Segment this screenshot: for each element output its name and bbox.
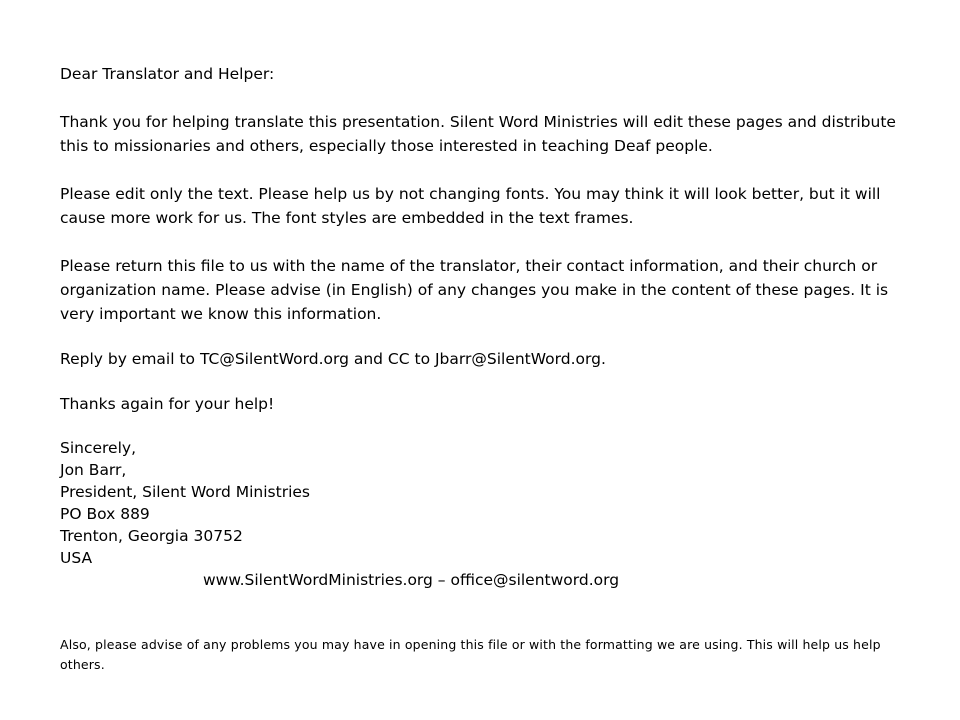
paragraph-return-file: Please return this file to us with the name of the translator, their contact information, and their church or organization name. Please advise (in English) of any changes you make in the content of these pages. It is very important we know this information.	[60, 257, 889, 323]
signature-block	[60, 436, 910, 592]
address-country: USA	[60, 549, 93, 567]
paragraph-edit-only-text: Please edit only the text. Please help us by not changing fonts. You may think it will look better, but it will cause more work for us. The font styles are embedded in the text frames.	[60, 185, 881, 227]
address-po-box: PO Box 889	[60, 505, 150, 523]
address-city-state-zip: Trenton, Georgia 30752	[60, 527, 243, 545]
website-and-email-links: www.SilentWordMinistries.org – office@silentword.org	[203, 571, 620, 589]
paragraph-thanks-for-translating: Thank you for helping translate this presentation. Silent Word Ministries will edit these pages and distribute this to missionaries and others, especially those interested in teaching Deaf people.	[60, 113, 896, 155]
letter-body	[60, 62, 910, 592]
footnote: Also, please advise of any problems you may have in opening this file or with the formatting we are using. This will help us help others.	[60, 636, 881, 672]
signature-title: President, Silent Word Ministries	[60, 483, 310, 501]
signature-name: Jon Barr,	[60, 461, 127, 479]
thanks-line: Thanks again for your help!	[60, 395, 275, 413]
signature-closing: Sincerely,	[60, 439, 137, 457]
greeting: Dear Translator and Helper:	[60, 65, 275, 83]
paragraph-reply-by-email: Reply by email to TC@SilentWord.org and CC to Jbarr@SilentWord.org.	[60, 350, 606, 368]
